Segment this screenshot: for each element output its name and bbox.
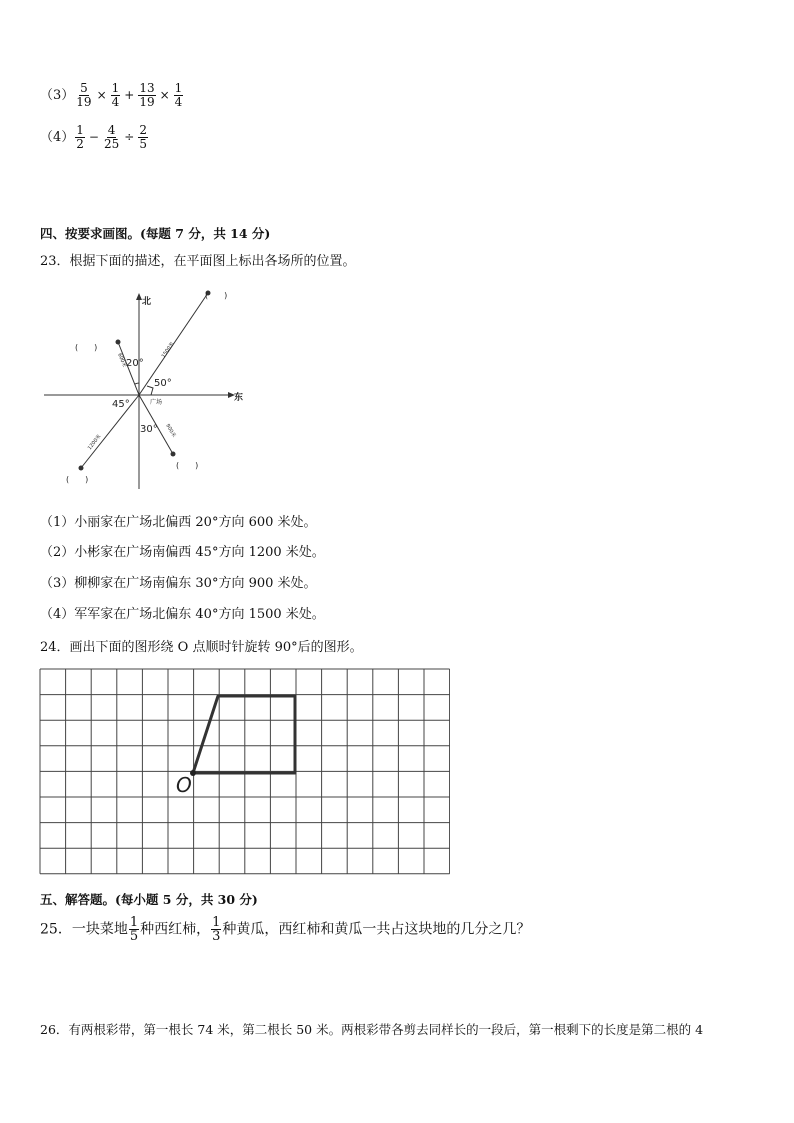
q23-item-3: （3）柳柳家在广场南偏东 30°方向 900 米处。 [40, 576, 317, 591]
angle-label-20: 20° [126, 358, 144, 369]
point-xiaoli [116, 340, 121, 345]
distance-1500: 1500米 [160, 341, 176, 360]
rotation-grid [38, 668, 450, 878]
question-23: 23．根据下面的描述，在平面图上标出各场所的位置。 [40, 254, 356, 269]
grid-lines [40, 669, 450, 874]
east-label: 东 [234, 393, 244, 403]
q23-item-2: （2）小彬家在广场南偏西 45°方向 1200 米处。 [40, 545, 325, 560]
q23-item-4: （4）军军家在广场北偏东 40°方向 1500 米处。 [40, 607, 325, 622]
point-liuliu [171, 452, 176, 457]
operator: × [96, 88, 107, 102]
q25-text-mid: 种西红柿， [140, 921, 211, 938]
item-label: （3） [40, 88, 75, 103]
blank-xiaobin: ( ) [66, 475, 89, 484]
fraction: $\frac{1}{3}$ [212, 915, 221, 944]
fraction: $\frac{5}{19}$ [76, 81, 92, 109]
question-25 [40, 916, 530, 943]
q25-text-pre: 25．一块菜地 [40, 921, 128, 938]
fraction: $\frac{2}{5}$ [139, 123, 147, 151]
operator: − [88, 130, 99, 144]
distance-600: 600米 [116, 352, 128, 369]
fraction: $\frac{1}{4}$ [111, 81, 120, 109]
q25-text-post: 种黄瓜，西红柿和黄瓜一共占这块地的几分之几？ [222, 921, 531, 938]
blank-liuliu: ( ) [176, 461, 199, 470]
angle-mark [147, 386, 153, 395]
question-26: 26．有两根彩带，第一根长 74 米，第二根长 50 米。两根彩带各剪去同样长的一段后，第一根剩下的长度是第二根的 4 [40, 1022, 704, 1037]
angle-label-45: 45° [112, 399, 130, 410]
fraction: $\frac{1}{2}$ [76, 123, 84, 151]
shape-trapezoid [193, 696, 295, 773]
item-label: （4） [40, 130, 75, 145]
angle-label-30: 30° [140, 424, 158, 435]
q23-item-1: （1）小丽家在广场北偏西 20°方向 600 米处。 [40, 515, 317, 530]
section-5-heading: 五、解答题。(每小题 5 分，共 30 分) [40, 892, 258, 907]
point-o-label: O [176, 773, 192, 797]
fraction: $\frac{4}{25}$ [103, 123, 120, 151]
angle-arc [135, 383, 139, 384]
operator: ÷ [124, 130, 135, 144]
calc-item-3 [40, 82, 184, 109]
operator: × [159, 88, 170, 102]
fraction: $\frac{1}{5}$ [129, 915, 139, 944]
north-label: 北 [142, 297, 152, 307]
angle-label-50: 50° [154, 378, 172, 389]
fraction: $\frac{1}{4}$ [174, 81, 183, 109]
direction-diagram [40, 284, 260, 494]
ray-sw [81, 395, 139, 468]
center-label: 广场 [150, 399, 163, 406]
fraction: $\frac{13}{19}$ [139, 81, 155, 109]
question-24: 24．画出下面的图形绕 O 点顺时针旋转 90°后的图形。 [40, 640, 363, 655]
blank-junjun: ( ) [205, 291, 228, 300]
section-4-heading: 四、按要求画图。(每题 7 分，共 14 分) [40, 226, 271, 241]
blank-xiaoli: ( ) [75, 343, 98, 352]
distance-900: 900米 [164, 423, 177, 439]
point-xiaobin [79, 466, 84, 471]
operator: + [124, 88, 135, 102]
distance-1200: 1200米 [86, 433, 103, 452]
calc-item-4 [40, 124, 149, 151]
